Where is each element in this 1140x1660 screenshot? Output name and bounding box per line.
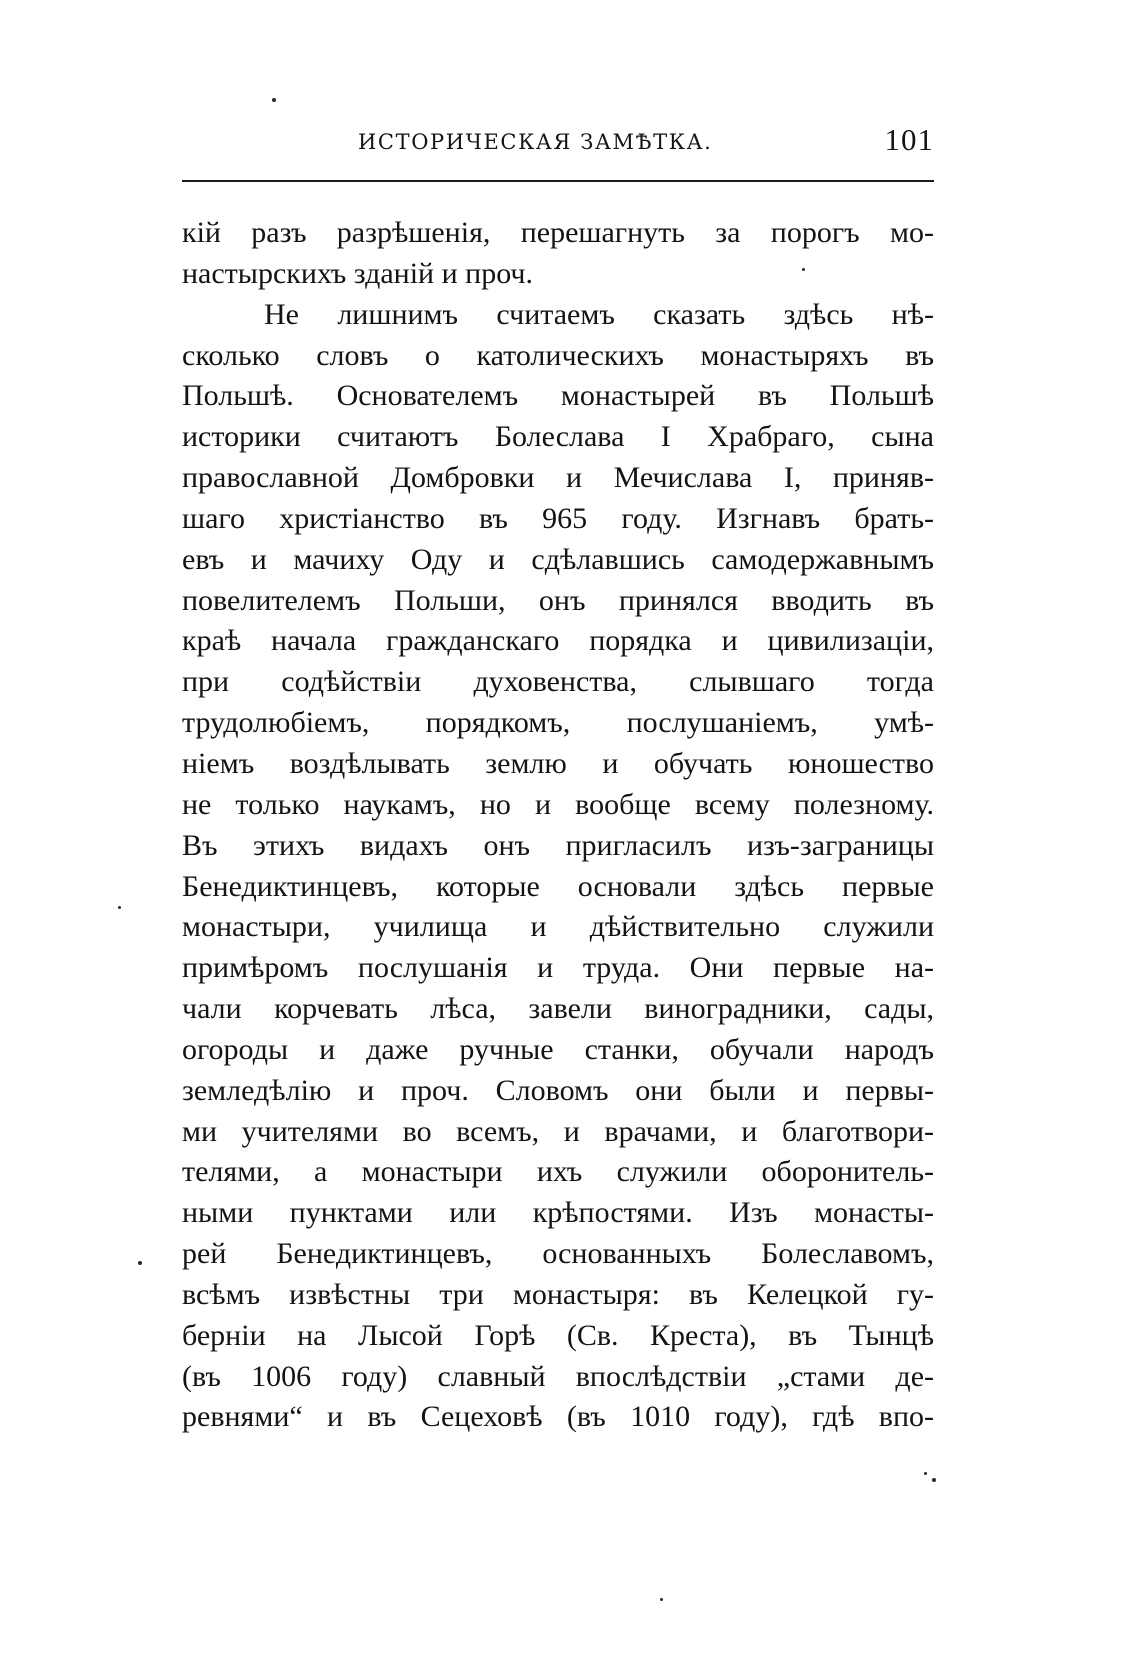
ink-speck	[802, 268, 805, 271]
text-line: историки считаютъ Болеслава I Храбраго, сына	[182, 420, 934, 454]
text-line: при содѣйствіи духовенства, слывшаго тогда	[182, 665, 934, 699]
text-line: православной Домбровки и Мечислава I, приняв-	[182, 461, 934, 495]
running-head: ИСТОРИЧЕСКАЯ ЗАМѢТКА.	[358, 130, 713, 154]
text-line: Въ этихъ видахъ онъ пригласилъ изъ-заграницы	[182, 828, 934, 862]
text-line: повелителемъ Польши, онъ принялся вводить въ	[182, 583, 934, 617]
page-header	[182, 120, 934, 170]
text-line: монастыри, училища и дѣйствительно служили	[182, 910, 934, 944]
text-line: (въ 1006 году) славный впослѣдствіи „стами де-	[182, 1359, 934, 1393]
ink-speck	[660, 1598, 663, 1601]
text-line: рей Бенедиктинцевъ, основанныхъ Болеславомъ,	[182, 1237, 934, 1271]
text-line: краѣ начала гражданскаго порядка и цивилизаціи,	[182, 624, 934, 658]
page-number: 101	[884, 122, 934, 157]
text-line: примѣромъ послушанія и труда. Они первые на-	[182, 951, 934, 985]
text-line: ными пунктами или крѣпостями. Изъ монасты-	[182, 1196, 934, 1230]
text-line: настырскихъ зданій и проч.	[182, 256, 534, 290]
ink-speck	[924, 1472, 927, 1475]
text-line: евъ и мачиху Оду и сдѣлавшись самодержавнымъ	[182, 542, 934, 576]
body-text	[182, 213, 934, 1438]
text-line: не только наукамъ, но и вообще всему полезному.	[182, 787, 934, 821]
ink-speck	[932, 1478, 936, 1482]
text-line: огороды и даже ручные станки, обучали народъ	[182, 1032, 934, 1066]
text-line: ревнями“ и въ Сецеховѣ (въ 1010 году), гдѣ впо-	[182, 1400, 934, 1434]
text-line: Польшѣ. Основателемъ монастырей въ Польшѣ	[182, 379, 934, 413]
text-line: трудолюбіемъ, порядкомъ, послушаніемъ, умѣ-	[182, 706, 934, 740]
ink-speck	[118, 906, 121, 909]
ink-speck	[272, 98, 276, 102]
text-line: телями, а монастыри ихъ служили оборонитель-	[182, 1155, 934, 1189]
text-line: кій разъ разрѣшенія, перешагнуть за порогъ мо-	[182, 216, 934, 249]
text-line: ніемъ воздѣлывать землю и обучать юношество	[182, 746, 934, 780]
text-line: Бенедиктинцевъ, которые основали здѣсь первые	[182, 869, 934, 903]
header-rule	[182, 180, 934, 182]
text-line: чали корчевать лѣса, завели виноградники, сады,	[182, 992, 934, 1026]
text-line: шаго христіанство въ 965 году. Изгнавъ брать-	[182, 501, 934, 535]
text-line: всѣмъ извѣстны три монастыря: въ Келецкой гу-	[182, 1277, 934, 1311]
text-line: ми учителями во всемъ, и врачами, и благотвори-	[182, 1114, 934, 1148]
paragraph-first-line: Не лишнимъ считаемъ сказать здѣсь нѣ-	[264, 297, 934, 331]
text-line: земледѣлію и проч. Словомъ они были и первы-	[182, 1073, 934, 1107]
text-line: сколько словъ о католическихъ монастыряхъ въ	[182, 338, 934, 372]
text-line: берніи на Лысой Горѣ (Св. Креста), въ Тынцѣ	[182, 1318, 934, 1352]
ink-speck	[138, 1261, 142, 1265]
